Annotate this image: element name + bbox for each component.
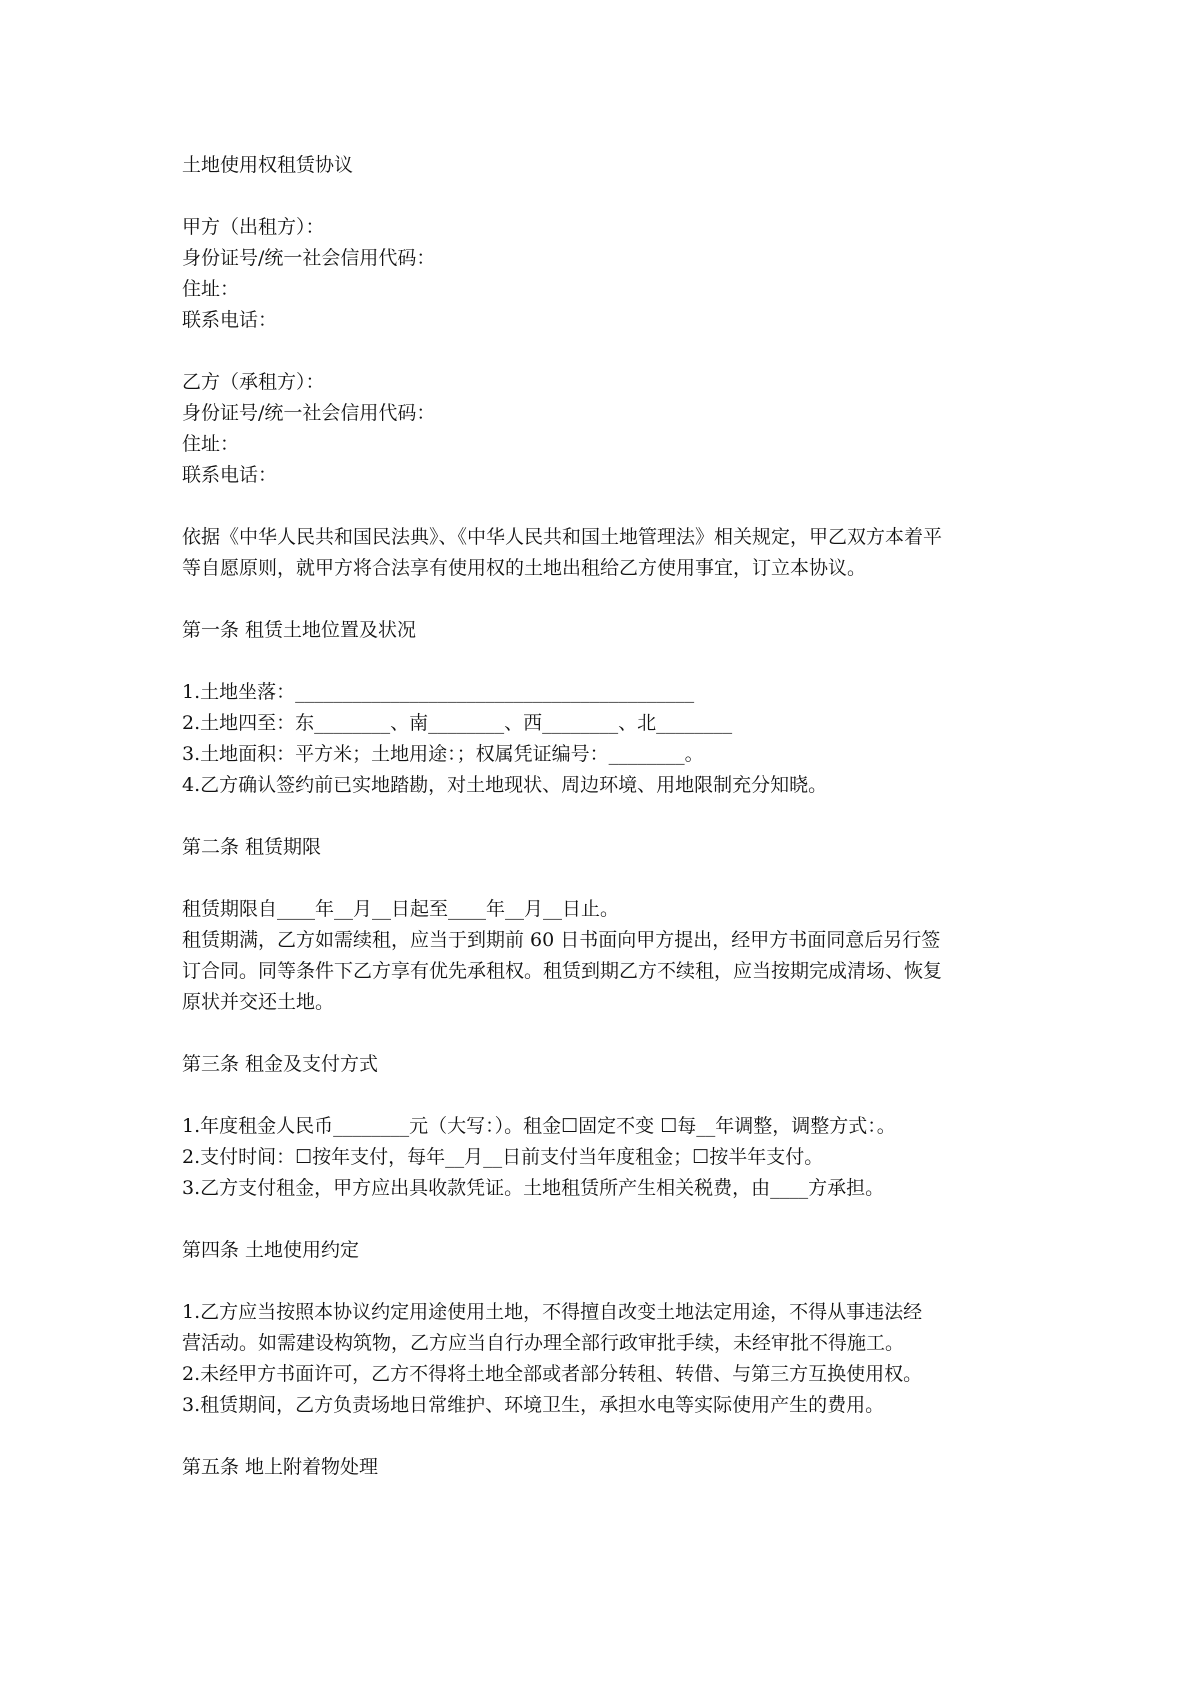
spacer [182, 1018, 1022, 1049]
spacer [182, 491, 1022, 522]
spacer [182, 863, 1022, 894]
preamble-line-1: 依据《中华人民共和国民法典》、《中华人民共和国土地管理法》相关规定，甲乙双方本着平 [182, 526, 943, 548]
party-a-role: 甲方（出租方）： [182, 216, 325, 238]
spacer [182, 1080, 1022, 1111]
party-a-address: 住址： [182, 278, 240, 300]
party-b-phone: 联系电话： [182, 464, 278, 486]
spacer [182, 1421, 1022, 1452]
article2-item-1: 租赁期限自____年__月__日起至____年__月__日止。 [182, 898, 620, 920]
spacer [182, 1266, 1022, 1297]
party-b-id: 身份证号/统一社会信用代码： [182, 402, 436, 424]
article1-item-4: 4.乙方确认签约前已实地踏勘，对土地现状、周边环境、用地限制充分知晓。 [182, 774, 828, 796]
article3-item-3: 3.乙方支付租金，甲方应出具收款凭证。土地租赁所产生相关税费，由____方承担。 [182, 1177, 885, 1199]
article1-item-2: 2.土地四至：东________、南________、西________、北________ [182, 712, 733, 734]
spacer [182, 181, 1022, 212]
article1-heading: 第一条 租赁土地位置及状况 [182, 619, 417, 641]
article3-item-2: 2.支付时间：☐按年支付，每年__月__日前支付当年度租金；☐按半年支付。 [182, 1146, 824, 1168]
article2-heading: 第二条 租赁期限 [182, 836, 322, 858]
article4-item-2: 营活动。如需建设构筑物，乙方应当自行办理全部行政审批手续，未经审批不得施工。 [182, 1332, 905, 1354]
article5-heading: 第五条 地上附着物处理 [182, 1456, 379, 1478]
article1-item-1: 1.土地坐落：__________________________________________ [182, 681, 695, 703]
party-a-id: 身份证号/统一社会信用代码： [182, 247, 436, 269]
article4-item-4: 3.租赁期间，乙方负责场地日常维护、环境卫生，承担水电等实际使用产生的费用。 [182, 1394, 885, 1416]
article1-item-3: 3.土地面积：平方米；土地用途：；权属凭证编号：________。 [182, 743, 704, 765]
spacer [182, 801, 1022, 832]
spacer [182, 1204, 1022, 1235]
article4-item-3: 2.未经甲方书面许可，乙方不得将土地全部或者部分转租、转借、与第三方互换使用权。 [182, 1363, 923, 1385]
article2-item-4: 原状并交还土地。 [182, 991, 335, 1013]
party-b-address: 住址： [182, 433, 240, 455]
preamble-line-2: 等自愿原则，就甲方将合法享有使用权的土地出租给乙方使用事宜，订立本协议。 [182, 557, 867, 579]
article4-heading: 第四条 土地使用约定 [182, 1239, 360, 1261]
article3-item-1: 1.年度租金人民币________元（大写：）。租金☐固定不变 ☐每__年调整，调整方式：。 [182, 1115, 896, 1137]
article3-heading: 第三条 租金及支付方式 [182, 1053, 379, 1075]
party-b-role: 乙方（承租方）： [182, 371, 325, 393]
party-a-phone: 联系电话： [182, 309, 278, 331]
spacer [182, 584, 1022, 615]
article2-item-3: 订合同。同等条件下乙方享有优先承租权。租赁到期乙方不续租，应当按期完成清场、恢复 [182, 960, 943, 982]
article2-item-2: 租赁期满，乙方如需续租，应当于到期前 60 日书面向甲方提出，经甲方书面同意后另行签 [182, 929, 941, 951]
spacer [182, 336, 1022, 367]
article4-item-1: 1.乙方应当按照本协议约定用途使用土地，不得擅自改变土地法定用途，不得从事违法经 [182, 1301, 923, 1323]
spacer [182, 646, 1022, 677]
document-page [182, 150, 1022, 1483]
document-title: 土地使用权租赁协议 [182, 154, 354, 176]
